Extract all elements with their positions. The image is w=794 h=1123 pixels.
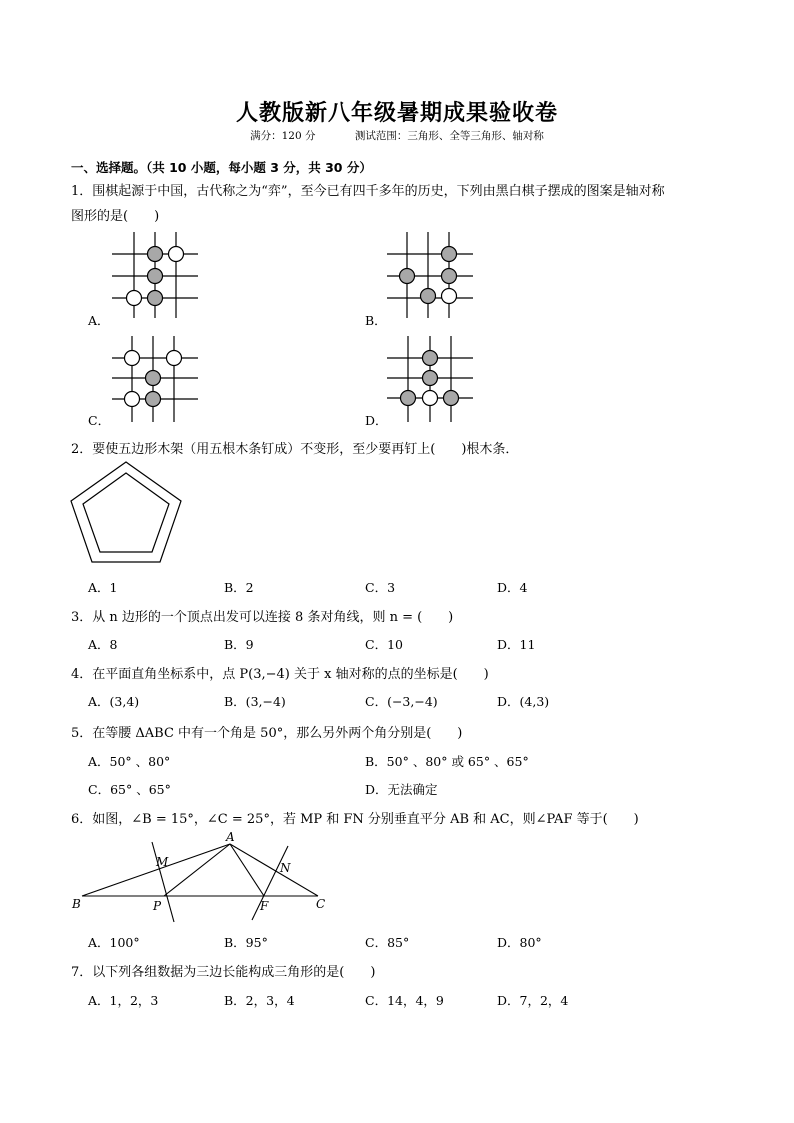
q4-stem: 4．在平面直角坐标系中，点 P(3,−4) 关于 x 轴对称的点的坐标是( ) <box>71 667 489 682</box>
q3-option-d[interactable]: D．11 <box>497 637 536 652</box>
stone <box>146 371 161 386</box>
q4-option-d[interactable]: D．(4,3) <box>497 694 550 709</box>
q2-option-a[interactable]: A．1 <box>88 580 118 595</box>
q3-option-b[interactable]: B．9 <box>224 637 254 652</box>
q6-stem: 6．如图，∠B = 15°，∠C = 25°，若 MP 和 FN 分别垂直平分 AB 和 AC，则∠PAF 等于( ) <box>71 812 639 827</box>
q1-option-c[interactable]: C． <box>88 413 111 428</box>
stone <box>401 391 416 406</box>
stone <box>421 289 436 304</box>
q1-stem-line1: 1．围棋起源于中国，古代称之为“弈”，至今已有四千多年的历史，下列由黑白棋子摆成的图案是轴对称 <box>71 184 665 199</box>
go-board-c <box>112 336 198 422</box>
label-f: F <box>260 899 269 913</box>
q2-option-b[interactable]: B．2 <box>224 580 254 595</box>
stone <box>400 269 415 284</box>
q3-option-a[interactable]: A．8 <box>88 637 118 652</box>
q1-option-a[interactable]: A． <box>88 313 110 328</box>
stone <box>127 291 142 306</box>
stone <box>169 247 184 262</box>
stone <box>423 351 438 366</box>
stone <box>442 289 457 304</box>
q4-option-c[interactable]: C．(−3,−4) <box>365 694 438 709</box>
page-subtitle <box>0 128 794 143</box>
test-scope: 测试范围：三角形、全等三角形、轴对称 <box>354 130 544 142</box>
q5-stem: 5．在等腰 ΔABC 中有一个角是 50°，那么另外两个角分别是( ) <box>71 726 463 741</box>
q5-option-d[interactable]: D．无法确定 <box>365 782 438 797</box>
page-title: 人教版新八年级暑期成果验收卷 <box>235 101 558 126</box>
label-m: M <box>156 855 169 869</box>
go-board-b <box>387 232 473 318</box>
stone <box>423 371 438 386</box>
q4-option-b[interactable]: B．(3,−4) <box>224 694 286 709</box>
q5-option-b[interactable]: B．50° 、80° 或 65° 、65° <box>365 754 529 769</box>
q7-option-d[interactable]: D．7，2，4 <box>497 993 569 1008</box>
stone <box>148 291 163 306</box>
q2-option-d[interactable]: D．4 <box>497 580 528 595</box>
q7-option-c[interactable]: C．14，4，9 <box>365 993 444 1008</box>
go-board-a <box>112 232 198 318</box>
label-b: B <box>72 897 81 911</box>
section-heading: 一、选择题。（共 10 小题，每小题 3 分，共 30 分） <box>71 160 372 175</box>
stone <box>444 391 459 406</box>
q7-option-b[interactable]: B．2，3，4 <box>224 993 295 1008</box>
q1-option-b[interactable]: B． <box>365 313 387 328</box>
q5-option-c[interactable]: C．65° 、65° <box>88 782 171 797</box>
q4-option-a[interactable]: A．(3,4) <box>88 694 140 709</box>
stone <box>125 351 140 366</box>
q1-stem-line2: 图形的是( ) <box>71 209 160 224</box>
label-c: C <box>316 897 326 911</box>
stone <box>442 247 457 262</box>
pentagon-frame-figure <box>68 460 184 564</box>
q3-stem: 3．从 n 边形的一个顶点出发可以连接 8 条对角线，则 n = ( ) <box>71 610 454 625</box>
full-score: 满分：120 分 <box>250 130 316 142</box>
label-a: A <box>226 830 235 844</box>
go-board-d <box>387 336 473 422</box>
q2-stem: 2．要使五边形木架（用五根木条钉成）不变形，至少要再钉上( )根木条． <box>71 442 519 457</box>
stone <box>148 247 163 262</box>
q1-option-d[interactable]: D． <box>365 413 388 428</box>
q7-stem: 7．以下列各组数据为三边长能构成三角形的是( ) <box>71 965 376 980</box>
stone <box>442 269 457 284</box>
triangle-bisector-figure <box>70 830 332 926</box>
label-p: P <box>153 899 162 913</box>
stone <box>423 391 438 406</box>
q6-option-c[interactable]: C．85° <box>365 935 410 950</box>
q6-option-b[interactable]: B．95° <box>224 935 268 950</box>
stone <box>148 269 163 284</box>
q6-option-a[interactable]: A．100° <box>88 935 140 950</box>
q7-option-a[interactable]: A．1，2，3 <box>88 993 159 1008</box>
stone <box>125 392 140 407</box>
q3-option-c[interactable]: C．10 <box>365 637 403 652</box>
stone <box>167 351 182 366</box>
label-n: N <box>280 861 291 875</box>
q6-option-d[interactable]: D．80° <box>497 935 542 950</box>
stone <box>146 392 161 407</box>
q5-option-a[interactable]: A．50° 、80° <box>88 754 171 769</box>
q2-option-c[interactable]: C．3 <box>365 580 396 595</box>
